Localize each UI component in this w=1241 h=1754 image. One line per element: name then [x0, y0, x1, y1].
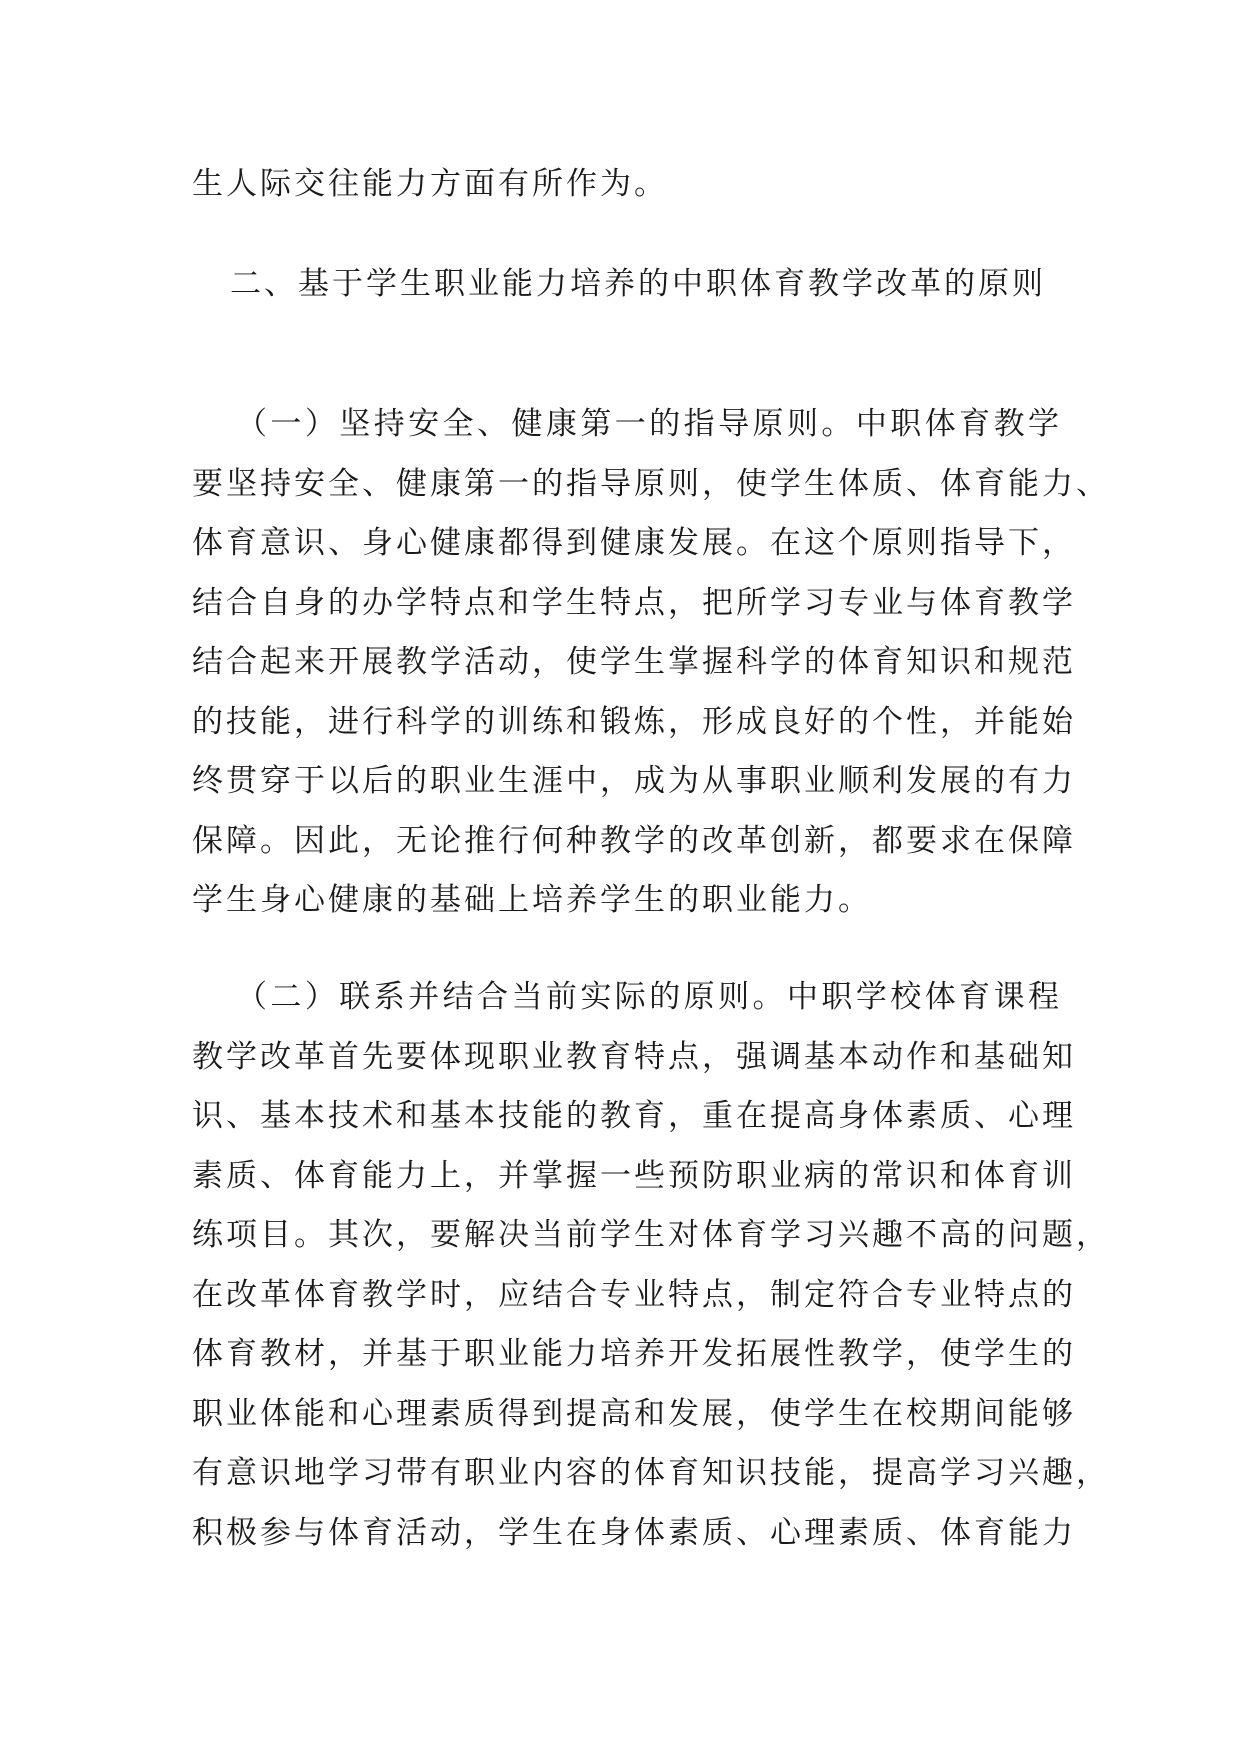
- text-line: 结合起来开展教学活动，使学生掌握科学的体育知识和规范: [192, 644, 1076, 680]
- principle-1-paragraph: [192, 395, 1110, 931]
- text-line: （一）坚持安全、健康第一的指导原则。中职体育教学: [236, 406, 1062, 442]
- text-line: 保障。因此，无论推行何种教学的改革创新，都要求在保障: [192, 822, 1076, 859]
- text-line: 学生身心健康的基础上培养学生的职业能力。: [192, 882, 872, 918]
- text-line: 结合自身的办学特点和学生特点，把所学习专业与体育教学: [192, 584, 1076, 621]
- text-line: （二）联系并结合当前实际的原则。中职学校体育课程: [236, 979, 1062, 1015]
- text-line: 积极参与体育活动，学生在身体素质、心理素质、体育能力: [192, 1514, 1076, 1551]
- section-heading: [230, 255, 1090, 315]
- text-line: 生人际交往能力方面有所作为。: [192, 166, 668, 202]
- text-line: 在改革体育教学时，应结合专业特点，制定符合专业特点的: [192, 1276, 1076, 1313]
- intro-paragraph: [192, 155, 1062, 215]
- text-line: 终贯穿于以后的职业生涯中，成为从事职业顺利发展的有力: [192, 763, 1076, 799]
- heading-line: 二、基于学生职业能力培养的中职体育教学改革的原则: [230, 266, 1046, 302]
- text-line: 的技能，进行科学的训练和锻炼，形成良好的个性，并能始: [192, 703, 1076, 740]
- principle-2-paragraph: [192, 968, 1110, 1563]
- text-line: 体育意识、身心健康都得到健康发展。在这个原则指导下，: [192, 525, 1076, 561]
- text-line: 职业体能和心理素质得到提高和发展，使学生在校期间能够: [192, 1395, 1076, 1432]
- text-line: 教学改革首先要体现职业教育特点，强调基本动作和基础知: [192, 1038, 1076, 1075]
- text-line: 要坚持安全、健康第一的指导原则，使学生体质、体育能力、: [192, 465, 1110, 502]
- text-line: 识、基本技术和基本技能的教育，重在提高身体素质、心理: [192, 1098, 1076, 1134]
- text-line: 体育教材，并基于职业能力培养开发拓展性教学，使学生的: [192, 1336, 1076, 1372]
- text-line: 练项目。其次，要解决当前学生对体育学习兴趣不高的问题，: [192, 1217, 1110, 1253]
- text-line: 有意识地学习带有职业内容的体育知识技能，提高学习兴趣，: [192, 1455, 1110, 1491]
- text-line: 素质、体育能力上，并掌握一些预防职业病的常识和体育训: [192, 1157, 1076, 1194]
